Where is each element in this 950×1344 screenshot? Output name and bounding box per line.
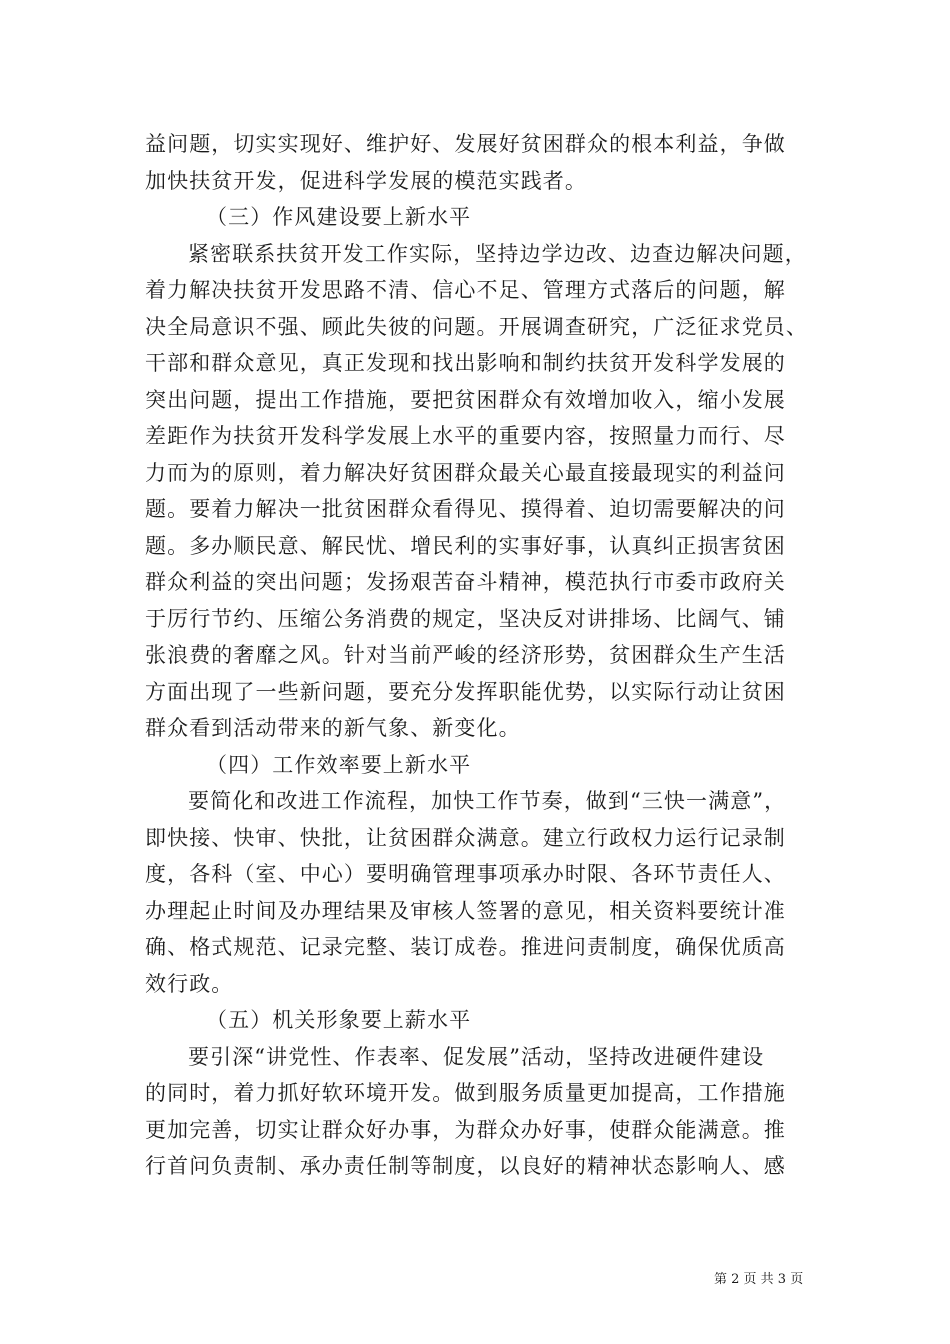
paragraph-line: 方面出现了一些新问题，要充分发挥职能优势，以实际行动让贫困 bbox=[145, 679, 786, 704]
paragraph-line: 群众看到活动带来的新气象、新变化。 bbox=[145, 716, 521, 740]
paragraph-line: 干部和群众意见，真正发现和找出影响和制约扶贫开发科学发展的 bbox=[145, 351, 786, 375]
page-number-footer: 第 2 页 共 3 页 bbox=[714, 1272, 804, 1287]
paragraph-line: 紧密联系扶贫开发工作实际，坚持边学边改、边查边解决问题， bbox=[188, 241, 807, 266]
paragraph-line: 力而为的原则，着力解决好贫困群众最关心最直接最现实的利益问 bbox=[145, 460, 786, 485]
paragraph-line: 更加完善，切实让群众好办事，为群众办好事，使群众能满意。推 bbox=[145, 1117, 786, 1142]
paragraph-line: 确、格式规范、记录完整、装订成卷。推进问责制度，确保优质高 bbox=[145, 935, 786, 959]
paragraph-line: 效行政。 bbox=[145, 971, 234, 996]
paragraph-line: 着力解决扶贫开发思路不清、信心不足、管理方式落后的问题，解 bbox=[145, 278, 786, 302]
paragraph-line: 决全局意识不强、顾此失彼的问题。开展调查研究，广泛征求党员、 bbox=[145, 314, 808, 339]
paragraph-line: 办理起止时间及办理结果及审核人签署的意见，相关资料要统计准 bbox=[145, 898, 786, 923]
paragraph-line: 题。多办顺民意、解民忧、增民利的实事好事，认真纠正损害贫困 bbox=[145, 533, 786, 558]
paragraph-line: 的同时，着力抓好软环境开发。做到服务质量更加提高，工作措施 bbox=[145, 1081, 786, 1105]
paragraph-line: 即快接、快审、快批，让贫困群众满意。建立行政权力运行记录制 bbox=[145, 825, 786, 850]
paragraph-line: 张浪费的奢靡之风。针对当前严峻的经济形势，贫困群众生产生活 bbox=[145, 643, 786, 667]
paragraph-line: 于厉行节约、压缩公务消费的规定，坚决反对讲排场、比阔气、铺 bbox=[145, 606, 786, 631]
section-heading: （三）作风建设要上新水平 bbox=[206, 205, 472, 229]
paragraph-line: 益问题，切实实现好、维护好、发展好贫困群众的根本利益，争做 bbox=[145, 132, 786, 156]
paragraph-line: 群众利益的突出问题；发扬艰苦奋斗精神，模范执行市委市政府关 bbox=[145, 570, 786, 594]
paragraph-line: 突出问题，提出工作措施，要把贫困群众有效增加收入，缩小发展 bbox=[145, 387, 786, 412]
paragraph-line: 度，各科（室、中心）要明确管理事项承办时限、各环节责任人、 bbox=[145, 862, 786, 886]
section-heading: （四）工作效率要上新水平 bbox=[206, 752, 472, 777]
paragraph-line: 行首问负责制、承办责任制等制度，以良好的精神状态影响人、感 bbox=[145, 1154, 786, 1178]
paragraph-line: 题。要着力解决一批贫困群众看得见、摸得着、迫切需要解决的问 bbox=[145, 497, 786, 521]
paragraph-line: 差距作为扶贫开发科学发展上水平的重要内容，按照量力而行、尽 bbox=[145, 424, 786, 448]
paragraph-line: 加快扶贫开发，促进科学发展的模范实践者。 bbox=[145, 168, 587, 193]
paragraph-line: 要引深“讲党性、作表率、促发展”活动，坚持改进硬件建设 bbox=[188, 1044, 765, 1069]
section-heading: （五）机关形象要上薪水平 bbox=[206, 1008, 472, 1032]
paragraph-line: 要简化和改进工作流程，加快工作节奏，做到“三快一满意”， bbox=[188, 789, 787, 813]
